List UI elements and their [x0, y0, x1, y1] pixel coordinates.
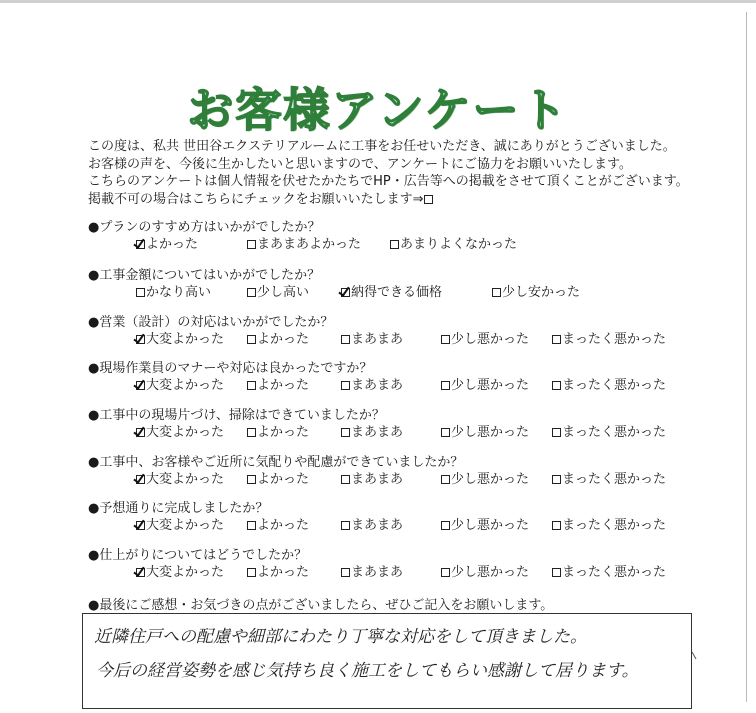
option-label: 少し悪かった — [451, 378, 530, 393]
checked-checkbox[interactable] — [136, 428, 145, 437]
checkbox[interactable] — [247, 288, 256, 297]
answer-option[interactable] — [441, 328, 529, 347]
answer-option[interactable] — [136, 374, 224, 393]
option-label: よかった — [257, 332, 310, 347]
checkbox[interactable] — [247, 475, 256, 484]
option-label: 少し高い — [257, 285, 310, 300]
answer-option[interactable] — [136, 561, 224, 580]
option-label: まあまあ — [351, 378, 404, 393]
answer-option[interactable] — [441, 514, 529, 533]
checkbox[interactable] — [247, 568, 256, 577]
intro-line: お客様の声を、今後に生かしたいと思いますので、アンケートにご協力をお願いいたします。 — [88, 156, 632, 172]
checkbox[interactable] — [552, 475, 561, 484]
answer-option[interactable] — [341, 328, 403, 347]
option-label: よかった — [146, 237, 199, 252]
option-label: まあまあ — [351, 472, 404, 487]
checked-checkbox[interactable] — [136, 521, 145, 530]
answer-option[interactable] — [441, 468, 529, 487]
option-label: 大変よかった — [146, 425, 225, 440]
question-text: ●予想通りに完成しましたか？ — [88, 501, 269, 516]
question-text: ●工事中、お客様やご近所に気配りや配慮ができていましたか？ — [88, 455, 464, 470]
answer-option[interactable] — [341, 514, 403, 533]
checkbox[interactable] — [390, 240, 399, 249]
checked-checkbox[interactable] — [136, 381, 145, 390]
handwritten-comment-line: 近隣住戸への配慮や細部にわたり丁寧な対応をして頂きました。 — [94, 627, 587, 647]
checkbox[interactable] — [341, 335, 350, 344]
option-label: よかった — [257, 472, 310, 487]
option-label: まったく悪かった — [562, 332, 667, 347]
checked-checkbox[interactable] — [136, 240, 145, 249]
answer-option[interactable] — [552, 328, 666, 347]
checkbox[interactable] — [247, 335, 256, 344]
checkbox[interactable] — [247, 240, 256, 249]
answer-option[interactable] — [552, 421, 666, 440]
option-label: まったく悪かった — [562, 518, 667, 533]
answer-option[interactable] — [247, 561, 309, 580]
checkbox[interactable] — [247, 521, 256, 530]
stray-pen-mark — [692, 652, 697, 659]
option-label: よかった — [257, 565, 310, 580]
question-text: ●プランのすすめ方はいかがでしたか？ — [88, 220, 321, 235]
option-label: まあまあ — [351, 332, 404, 347]
option-label: あまりよくなかった — [400, 237, 518, 252]
checkbox[interactable] — [441, 335, 450, 344]
option-label: 納得できる価格 — [351, 285, 443, 300]
checkbox[interactable] — [552, 428, 561, 437]
option-label: まったく悪かった — [562, 565, 667, 580]
option-label: 少し悪かった — [451, 332, 530, 347]
question-text: ●現場作業員のマナーや対応は良かったですか？ — [88, 361, 373, 376]
answer-option[interactable] — [341, 561, 403, 580]
question-text: ●工事金額についてはいかがでしたか？ — [88, 268, 321, 283]
answer-option[interactable] — [136, 468, 224, 487]
option-label: かなり高い — [146, 285, 212, 300]
intro-line-text: 掲載不可の場合はこちらにチェックをお願いいたします⇒ — [88, 191, 424, 207]
answer-option[interactable] — [552, 514, 666, 533]
opt-out-checkbox[interactable] — [424, 195, 433, 204]
checkbox[interactable] — [552, 521, 561, 530]
answer-option[interactable] — [341, 421, 403, 440]
intro-line — [88, 191, 689, 209]
option-label: まったく悪かった — [562, 425, 667, 440]
answer-option[interactable] — [492, 281, 580, 300]
answer-option[interactable] — [136, 514, 224, 533]
checkbox[interactable] — [552, 568, 561, 577]
option-label: まったく悪かった — [562, 378, 667, 393]
answer-option[interactable] — [247, 514, 309, 533]
checkbox[interactable] — [441, 475, 450, 484]
checkbox[interactable] — [492, 288, 501, 297]
answer-option[interactable] — [441, 561, 529, 580]
checkbox[interactable] — [552, 381, 561, 390]
checked-checkbox[interactable] — [136, 568, 145, 577]
option-label: まったく悪かった — [562, 472, 667, 487]
page-title: お客様アンケート — [187, 83, 569, 137]
checkbox[interactable] — [441, 381, 450, 390]
checkbox[interactable] — [341, 568, 350, 577]
checkbox[interactable] — [136, 288, 145, 297]
option-label: まあまあ — [351, 518, 404, 533]
checkbox[interactable] — [441, 521, 450, 530]
handwritten-comment-line: 今后の経営姿勢を感じ気持ち良く施工をしてもらい感謝して居ります。 — [96, 661, 639, 681]
option-label: 少し悪かった — [451, 565, 530, 580]
checkbox[interactable] — [552, 335, 561, 344]
intro-line: こちらのアンケートは個人情報を伏せたかたちでHP・広告等への掲載をさせて頂くことがございます。 — [88, 174, 689, 189]
answer-option[interactable] — [552, 374, 666, 393]
option-label: 大変よかった — [146, 472, 225, 487]
option-label: 少し悪かった — [451, 518, 530, 533]
checked-checkbox[interactable] — [136, 335, 145, 344]
option-label: まあまあよかった — [257, 237, 362, 252]
answer-option[interactable] — [441, 421, 529, 440]
answer-option[interactable] — [341, 468, 403, 487]
answer-option[interactable] — [136, 281, 211, 300]
answer-option[interactable] — [247, 421, 309, 440]
answer-option[interactable] — [341, 374, 403, 393]
option-label: 大変よかった — [146, 332, 225, 347]
answer-option[interactable] — [247, 374, 309, 393]
option-label: 少し悪かった — [451, 472, 530, 487]
answer-option[interactable] — [441, 374, 529, 393]
answer-option[interactable] — [136, 421, 224, 440]
option-label: 大変よかった — [146, 378, 225, 393]
checkbox[interactable] — [247, 428, 256, 437]
option-label: まあまあ — [351, 565, 404, 580]
checkbox[interactable] — [341, 428, 350, 437]
option-label: 大変よかった — [146, 518, 225, 533]
option-label: まあまあ — [351, 425, 404, 440]
question-text: ●工事中の現場片づけ、掃除はできていましたか？ — [88, 408, 385, 423]
option-label: よかった — [257, 425, 310, 440]
answer-option[interactable] — [136, 233, 198, 252]
answer-option[interactable] — [552, 468, 666, 487]
answer-option[interactable] — [247, 328, 309, 347]
checked-checkbox[interactable] — [341, 288, 350, 297]
option-label: 少し悪かった — [451, 425, 530, 440]
comment-prompt: ●最後にご感想・お気づきの点がございましたら、ぜひご記入をお願いします。 — [88, 598, 554, 613]
checked-checkbox[interactable] — [136, 475, 145, 484]
checkbox[interactable] — [441, 568, 450, 577]
intro-text — [88, 138, 689, 208]
intro-line: この度は、私共 世田谷エクステリアルームに工事をお任せいただき、誠にありがとうございました。 — [88, 139, 676, 154]
checkbox[interactable] — [341, 521, 350, 530]
checkbox[interactable] — [247, 381, 256, 390]
answer-option[interactable] — [552, 561, 666, 580]
question-text: ●仕上がりについてはどうでしたか？ — [88, 548, 308, 563]
checkbox[interactable] — [341, 381, 350, 390]
scan-edge — [0, 0, 756, 3]
answer-option[interactable] — [390, 233, 517, 252]
answer-option[interactable] — [247, 468, 309, 487]
checkbox[interactable] — [341, 475, 350, 484]
option-label: よかった — [257, 378, 310, 393]
answer-option[interactable] — [136, 328, 224, 347]
answer-option[interactable] — [341, 281, 442, 300]
answer-option[interactable] — [247, 281, 309, 300]
question-text: ●営業（設計）の対応はいかがでしたか？ — [88, 315, 334, 330]
checkbox[interactable] — [441, 428, 450, 437]
answer-option[interactable] — [247, 233, 361, 252]
option-label: よかった — [257, 518, 310, 533]
option-label: 少し安かった — [502, 285, 581, 300]
option-label: 大変よかった — [146, 565, 225, 580]
